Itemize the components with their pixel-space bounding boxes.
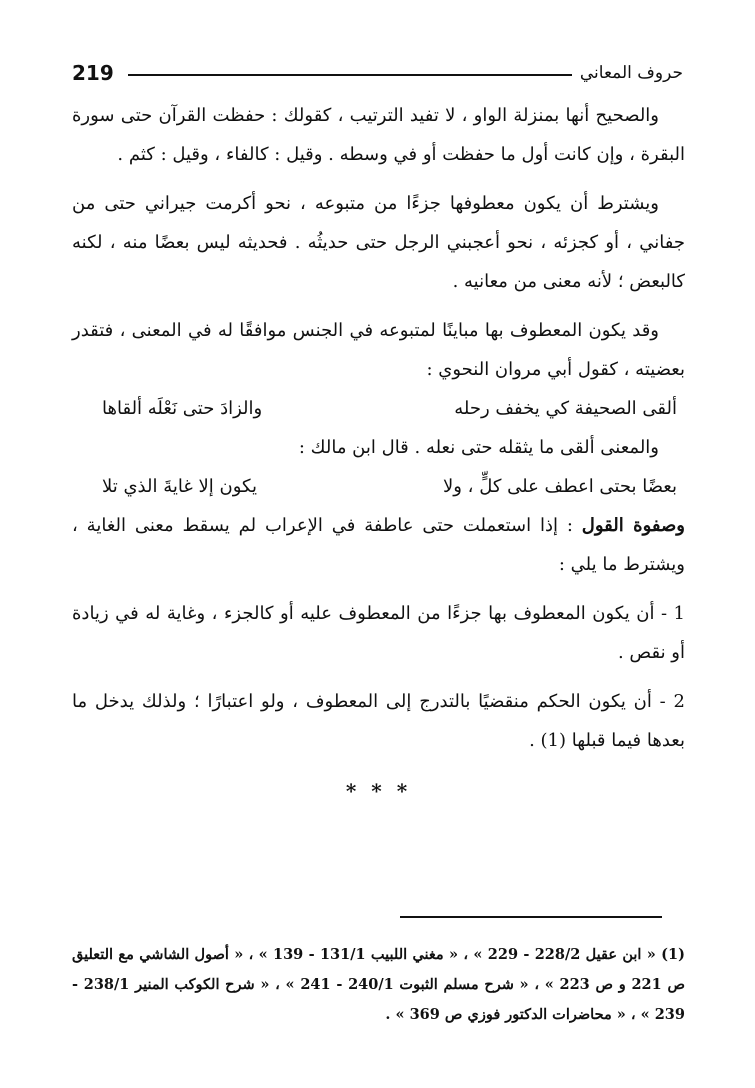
main-text [72,96,685,811]
header-rule [128,74,572,76]
running-header [72,58,683,88]
verse-first-hemistich: بعضًا بحتى اعطف على كلٍّ ، ولا [443,476,677,497]
summary-heading: وصفوة القول [581,515,685,536]
paragraph: والصحيح أنها بمنزلة الواو ، لا تفيد الترتيب ، كقولك : حفظت القرآن حتى سورة البقرة ، وإن كانت أول ما حفظت أو في وسطه . وقيل : كالفاء ، وقيل : كثم . [72,105,685,165]
poetry-verse [72,467,685,506]
page-number: 219 [72,61,114,85]
verse-second-hemistich: يكون إلا غايةَ الذي تلا [102,476,257,497]
list-item: 2 - أن يكون الحكم منقضيًا بالتدرج إلى المعطوف ، ولو اعتبارًا ؛ ولذلك يدخل ما بعدها فيما قبلها (1) . [72,691,685,751]
footnote-rule [400,916,662,918]
summary-paragraph [72,506,685,584]
paragraph: والمعنى ألقى ما يثقله حتى نعله . قال ابن مالك : [298,437,659,458]
paragraph: ويشترط أن يكون معطوفها جزءًا من متبوعه ، نحو أكرمت جيراني حتى من جفاني ، أو كجزئه ، نحو أعجبني الرجل حتى حديثُه . فحديثه ليس بعضًا منه ، لكنه كالبعض ؛ لأنه معنى من معانيه . [72,193,685,292]
list-item: 1 - أن يكون المعطوف بها جزءًا من المعطوف عليه أو كالجزء ، وغاية له في زيادة أو نقص . [72,603,685,663]
paragraph: وقد يكون المعطوف بها مباينًا لمتبوعه في الجنس موافقًا له في المعنى ، فتقدر بعضيته ، كقول أبي مروان النحوي : [72,320,685,380]
verse-first-hemistich: ألقى الصحيفة كي يخفف رحله [454,398,677,419]
verse-second-hemistich: والزادَ حتى نَعْلَه ألقاها [102,398,263,419]
poetry-verse [72,389,685,428]
footnote: (1) « ابن عقيل 228/2 - 229 » ، « مغني اللبيب 131/1 - 139 » ، « أصول الشاشي مع التعليق ص 221 و ص 223 » ، « شرح مسلم الثبوت 240/1 - 241 » ، « شرح الكوكب المنير 238/1 - 239 » ، « محاضرات الدكتور فوزي ص 369 » . [72,946,685,1023]
section-separator: * * * [345,779,412,803]
running-title: حروف المعاني [579,63,683,83]
summary-text: : إذا استعملت حتى عاطفة في الإعراب لم يسقط معنى الغاية ، ويشترط ما يلي : [72,515,685,575]
